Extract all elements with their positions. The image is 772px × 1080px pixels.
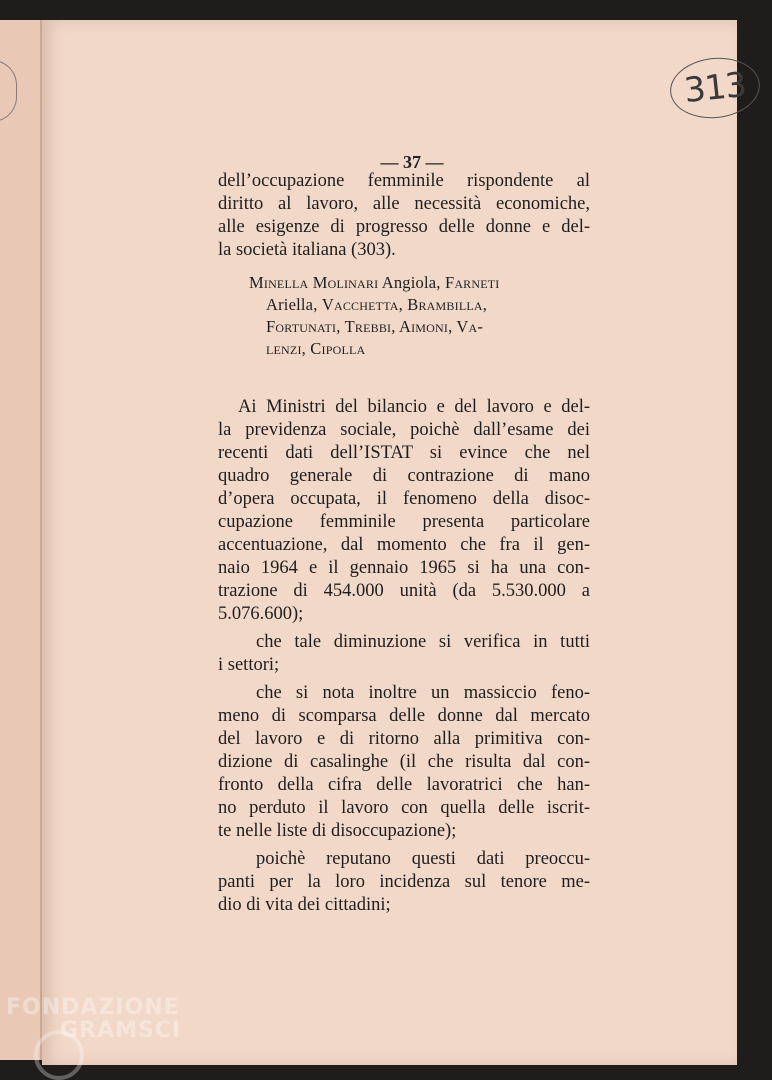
text-line: i settori; xyxy=(218,655,280,675)
folio-number: — 37 — xyxy=(380,152,444,172)
text-line: alle esigenze di progresso delle donne e del- xyxy=(218,217,590,237)
signatory-line: Ariella, Vacchetta, Brambilla, xyxy=(266,295,488,314)
left-page-edge xyxy=(0,20,42,1060)
text-line: d’opera occupata, il fenomeno della disoc- xyxy=(218,489,590,509)
document-page xyxy=(42,20,748,1065)
text-line: dio di vita dei cittadini; xyxy=(218,895,391,915)
text-line: accentuazione, dal momento che fra il gen- xyxy=(218,535,590,555)
signatory-line: lenzi, Cipolla xyxy=(266,339,366,358)
text-line: 5.076.600); xyxy=(218,604,304,624)
text-line: cupazione femminile presenta particolare xyxy=(218,512,590,532)
text-line: panti per la loro incidenza sul tenore me- xyxy=(218,872,590,892)
text-line: diritto al lavoro, alle necessità economiche, xyxy=(218,194,590,214)
text-line: quadro generale di contrazione di mano xyxy=(218,466,590,486)
text-line: la previdenza sociale, poichè dall’esame dei xyxy=(218,420,590,440)
text-line: che tale diminuzione si verifica in tutti xyxy=(256,632,590,652)
text-line: dizione di casalinghe (il che risulta dal con- xyxy=(218,752,590,772)
text-line: poichè reputano questi dati preoccu- xyxy=(256,849,590,869)
text-line: meno di scomparsa delle donne dal mercato xyxy=(218,706,590,726)
text-line: del lavoro e di ritorno alla primitiva con- xyxy=(218,729,590,749)
text-line: recenti dati dell’ISTAT si evince che nel xyxy=(218,443,590,463)
left-page-mark xyxy=(0,60,17,122)
text-line: dell’occupazione femminile rispondente al xyxy=(218,171,590,191)
signatory-line: Fortunati, Trebbi, Aimoni, Va- xyxy=(266,317,484,336)
watermark-text: GRAMSCI xyxy=(60,1018,182,1043)
archive-page-number: 313 xyxy=(667,53,763,122)
text-line: che si nota inoltre un massiccio feno- xyxy=(256,683,590,703)
watermark-text: FONDAZIONE xyxy=(6,995,180,1020)
text-line: Ai Ministri del bilancio e del lavoro e del- xyxy=(238,397,590,417)
text-line: fronto della cifra delle lavoratrici che han- xyxy=(218,775,590,795)
text-line: no perduto il lavoro con quella delle iscrit- xyxy=(218,798,590,818)
text-line: la società italiana (303). xyxy=(218,240,396,260)
text-line: naio 1964 e il gennaio 1965 si ha una con- xyxy=(218,558,590,578)
text-line: trazione di 454.000 unità (da 5.530.000 a xyxy=(218,581,590,601)
text-line: te nelle liste di disoccupazione); xyxy=(218,821,457,841)
signatory-line: Minella Molinari Angiola, Farneti xyxy=(249,273,500,292)
